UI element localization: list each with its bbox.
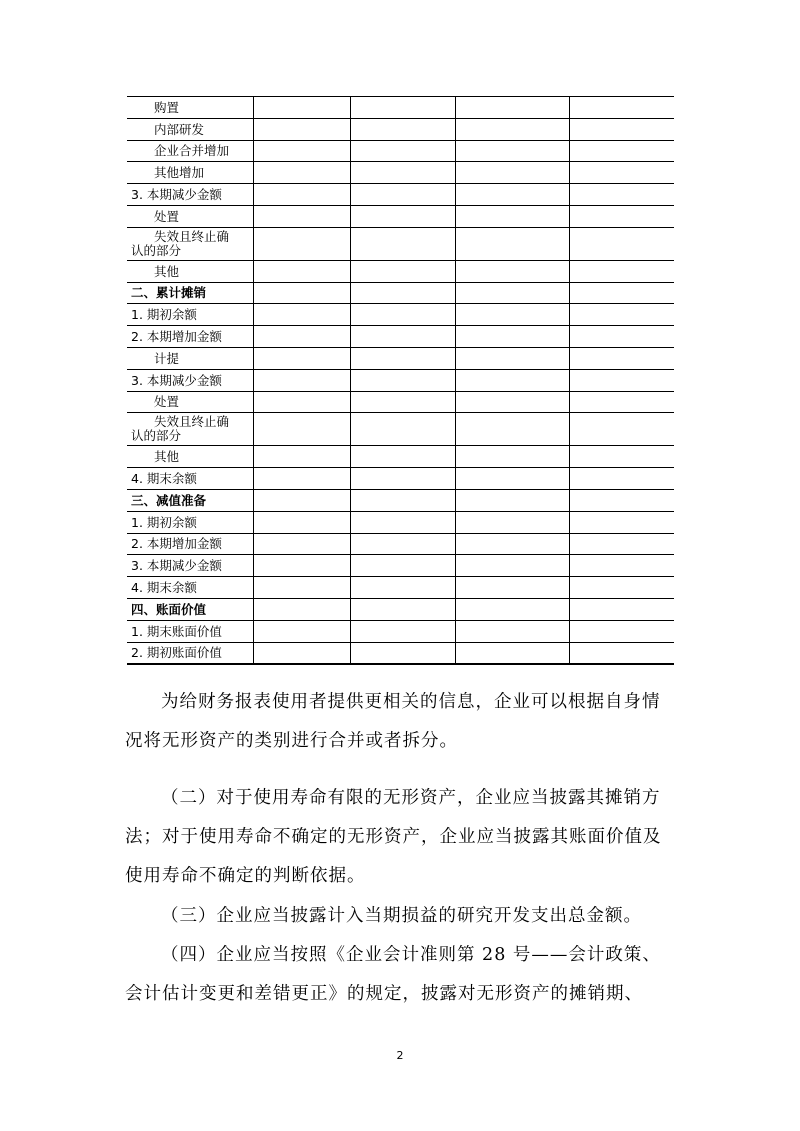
row-label [127, 413, 253, 446]
table-cell-empty [253, 118, 350, 140]
table-cell-empty [455, 227, 569, 260]
table-row [127, 369, 674, 391]
paragraph-item-3 [125, 897, 677, 936]
table-cell-empty [569, 97, 674, 119]
row-label-line-1: 失效且终止确 [154, 228, 230, 244]
row-label: 1. 期末账面价值 [127, 620, 253, 642]
row-label: 企业合并增加 [127, 140, 253, 162]
table-cell-empty [455, 97, 569, 119]
table-cell-empty [569, 489, 674, 511]
table-cell-empty [455, 642, 569, 664]
paragraph-item-2 [125, 779, 677, 896]
table-cell-empty [350, 489, 455, 511]
row-label: 三、减值准备 [127, 489, 253, 511]
table-cell-empty [350, 446, 455, 468]
row-label: 2. 期初账面价值 [127, 642, 253, 664]
table-cell-empty [569, 468, 674, 490]
table-cell-empty [569, 260, 674, 282]
table-cell-empty [569, 326, 674, 348]
table-row [127, 184, 674, 206]
table-row [127, 304, 674, 326]
table-cell-empty [350, 304, 455, 326]
table-cell-empty [253, 369, 350, 391]
table-cell-empty [253, 413, 350, 446]
row-label: 1. 期初余额 [127, 304, 253, 326]
table-cell-empty [569, 282, 674, 304]
row-label: 二、累计摊销 [127, 282, 253, 304]
table-row [127, 446, 674, 468]
row-label-line-2: 认的部分 [131, 428, 182, 444]
table-cell-empty [569, 533, 674, 555]
table-cell-empty [350, 533, 455, 555]
table-cell-empty [569, 227, 674, 260]
table-cell-empty [350, 577, 455, 599]
row-label: 其他增加 [127, 162, 253, 184]
row-label: 其他 [127, 446, 253, 468]
table-body [127, 97, 674, 665]
table-cell-empty [253, 282, 350, 304]
table-cell-empty [455, 391, 569, 413]
table-cell-empty [253, 140, 350, 162]
table-cell-empty [569, 304, 674, 326]
table-cell-empty [455, 347, 569, 369]
table-cell-empty [350, 184, 455, 206]
table-cell-empty [253, 642, 350, 664]
table-cell-empty [253, 304, 350, 326]
row-label-line-1: 失效且终止确 [154, 414, 230, 430]
table-cell-empty [569, 511, 674, 533]
table-cell-empty [253, 97, 350, 119]
table-cell-empty [455, 555, 569, 577]
table-cell-empty [350, 391, 455, 413]
table-cell-empty [350, 413, 455, 446]
table-row [127, 391, 674, 413]
table-row [127, 347, 674, 369]
table-cell-empty [455, 446, 569, 468]
table-cell-empty [569, 555, 674, 577]
table-cell-empty [253, 162, 350, 184]
table-row [127, 642, 674, 664]
table-cell-empty [350, 260, 455, 282]
row-label: 4. 期末余额 [127, 468, 253, 490]
row-label: 2. 本期增加金额 [127, 533, 253, 555]
row-label: 4. 期末余额 [127, 577, 253, 599]
row-label: 四、账面价值 [127, 598, 253, 620]
table-cell-empty [455, 533, 569, 555]
table-cell-empty [455, 118, 569, 140]
paragraph-text: （二）对于使用寿命有限的无形资产，企业应当披露其摊销方法；对于使用寿命不确定的无形资产，企业应当披露其账面价值及使用寿命不确定的判断依据。 [125, 788, 662, 886]
table-cell-empty [455, 162, 569, 184]
table-row [127, 97, 674, 119]
table-cell-empty [569, 347, 674, 369]
table-cell-empty [569, 446, 674, 468]
table-cell-empty [253, 555, 350, 577]
row-label: 计提 [127, 347, 253, 369]
table-cell-empty [569, 413, 674, 446]
table-row [127, 260, 674, 282]
table-cell-empty [350, 97, 455, 119]
table-row [127, 468, 674, 490]
table-cell-empty [569, 205, 674, 227]
row-label: 处置 [127, 205, 253, 227]
paragraph-text: （四）企业应当按照《企业会计准则第 28 号——会计政策、会计估计变更和差错更正》的规定，披露对无形资产的摊销期、 [125, 945, 661, 1004]
table-cell-empty [350, 369, 455, 391]
table-cell-empty [455, 511, 569, 533]
row-label: 其他 [127, 260, 253, 282]
table-cell-empty [569, 369, 674, 391]
table-row [127, 577, 674, 599]
paragraph-text: 为给财务报表使用者提供更相关的信息，企业可以根据自身情况将无形资产的类别进行合并或者拆分。 [125, 692, 661, 751]
table-cell-empty [253, 184, 350, 206]
table-cell-empty [253, 489, 350, 511]
table-cell-empty [455, 413, 569, 446]
row-label-line-2: 认的部分 [131, 242, 182, 258]
table-row [127, 282, 674, 304]
table-cell-empty [455, 598, 569, 620]
table-cell-empty [350, 162, 455, 184]
table-cell-empty [350, 140, 455, 162]
table-row [127, 555, 674, 577]
table-cell-empty [350, 347, 455, 369]
intangible-assets-table-fragment [127, 96, 674, 665]
table-cell-empty [253, 511, 350, 533]
table-cell-empty [253, 577, 350, 599]
row-label: 内部研发 [127, 118, 253, 140]
table-cell-empty [569, 391, 674, 413]
row-label: 1. 期初余额 [127, 511, 253, 533]
row-label: 3. 本期减少金额 [127, 184, 253, 206]
table-cell-empty [350, 642, 455, 664]
table-cell-empty [253, 468, 350, 490]
table-cell-empty [569, 162, 674, 184]
table-cell-empty [569, 118, 674, 140]
table-cell-empty [455, 369, 569, 391]
table-cell-empty [455, 282, 569, 304]
table-cell-empty [253, 598, 350, 620]
row-label: 2. 本期增加金额 [127, 326, 253, 348]
table-cell-empty [253, 446, 350, 468]
intangible-assets-table [127, 96, 674, 665]
table-row [127, 162, 674, 184]
table-cell-empty [253, 227, 350, 260]
table-row [127, 511, 674, 533]
table-cell-empty [350, 555, 455, 577]
table-row [127, 598, 674, 620]
table-cell-empty [350, 468, 455, 490]
table-cell-empty [350, 118, 455, 140]
table-cell-empty [455, 468, 569, 490]
row-label: 购置 [127, 97, 253, 119]
table-row [127, 413, 674, 446]
table-cell-empty [350, 511, 455, 533]
table-row [127, 227, 674, 260]
table-cell-empty [350, 326, 455, 348]
table-cell-empty [253, 620, 350, 642]
paragraph-text: （三）企业应当披露计入当期损益的研究开发支出总金额。 [161, 906, 642, 926]
table-cell-empty [253, 205, 350, 227]
table-cell-empty [569, 642, 674, 664]
table-cell-empty [253, 260, 350, 282]
table-row [127, 326, 674, 348]
table-cell-empty [350, 227, 455, 260]
table-cell-empty [455, 620, 569, 642]
table-cell-empty [253, 326, 350, 348]
row-label: 处置 [127, 391, 253, 413]
table-cell-empty [253, 533, 350, 555]
table-cell-empty [455, 140, 569, 162]
table-cell-empty [569, 620, 674, 642]
table-row [127, 533, 674, 555]
table-cell-empty [569, 598, 674, 620]
row-label: 3. 本期减少金额 [127, 555, 253, 577]
table-cell-empty [455, 205, 569, 227]
table-cell-empty [455, 184, 569, 206]
table-cell-empty [569, 140, 674, 162]
table-cell-empty [455, 326, 569, 348]
table-cell-empty [455, 260, 569, 282]
table-row [127, 489, 674, 511]
row-label: 3. 本期减少金额 [127, 369, 253, 391]
table-cell-empty [455, 577, 569, 599]
table-row [127, 140, 674, 162]
table-row [127, 118, 674, 140]
page-number: 2 [396, 1049, 404, 1062]
table-cell-empty [455, 489, 569, 511]
table-row [127, 620, 674, 642]
table-cell-empty [350, 598, 455, 620]
paragraph-category-note [125, 683, 677, 761]
table-cell-empty [455, 304, 569, 326]
table-row [127, 205, 674, 227]
table-cell-empty [350, 205, 455, 227]
table-cell-empty [569, 577, 674, 599]
row-label [127, 227, 253, 260]
table-cell-empty [350, 282, 455, 304]
table-cell-empty [569, 184, 674, 206]
table-cell-empty [253, 347, 350, 369]
table-cell-empty [253, 391, 350, 413]
table-cell-empty [350, 620, 455, 642]
paragraph-item-4 [125, 936, 677, 1014]
